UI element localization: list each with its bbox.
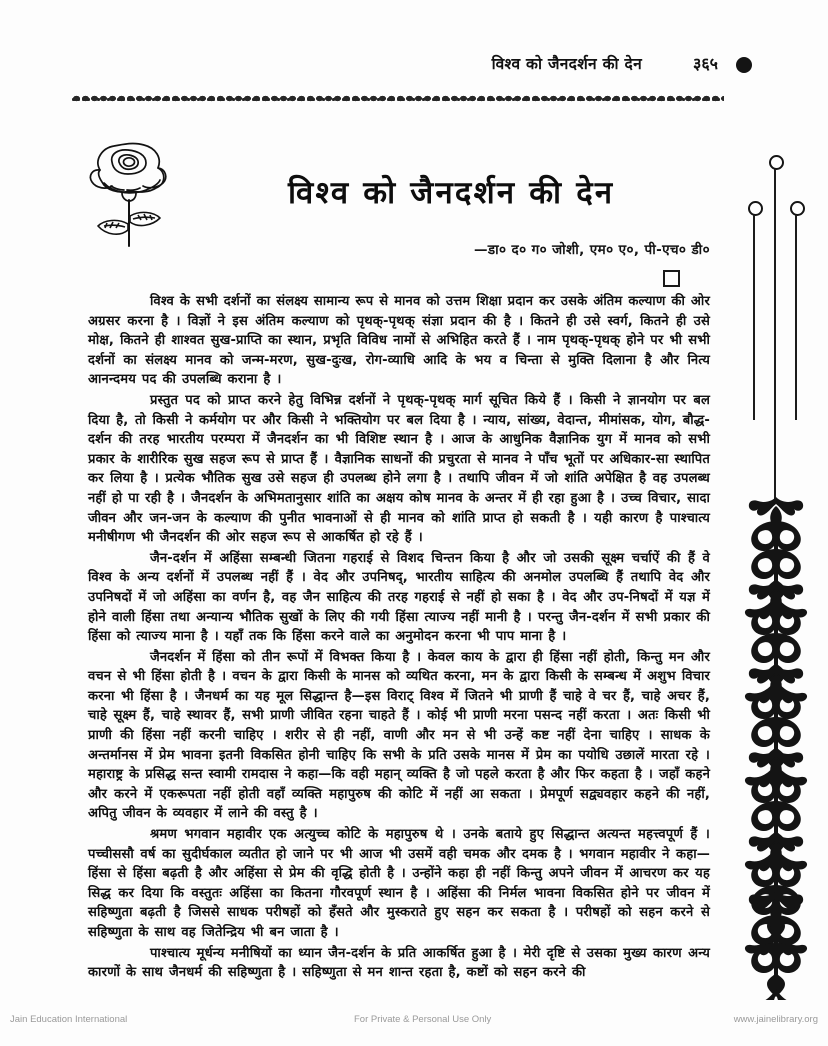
footer-right-link[interactable]: www.jainelibrary.org	[733, 1014, 818, 1025]
author-byline: —डा० द० ग० जोशी, एम० ए०, पी-एच० डी०	[473, 242, 710, 258]
paragraph: विश्व के सभी दर्शनों का संलक्ष्य सामान्य रूप से मानव को उत्तम शिक्षा प्रदान कर उसके अंतिम कल्याण की ओर अग्रसर करना है । विज्ञों ने इस अंतिम कल्याण को पृथक्-पृथक् संज्ञा प्रदान की है । कितने ही उसे स्वर्ग, कितने ही उसे मोक्ष, कितने ही शाश्वत सुख-प्राप्ति का स्थान, प्रभृति विविध नामों से अभिहित करते हैं । नाम पृथक्-पृथक् होने पर भी सभी दर्शनों का संलक्ष्य मानव को जन्म-मरण, सुख-दुःख, रोग-व्याधि आदि के भय व चिन्ता से मुक्ति दिलाना है और नित्य आनन्दमय पद की उपलब्धि कराना है ।	[88, 294, 710, 388]
paragraph: प्रस्तुत पद को प्राप्त करने हेतु विभिन्न दर्शनों ने पृथक्-पृथक् मार्ग सूचित किये हैं । किसी ने ज्ञानयोग पर बल दिया है, तो किसी ने कर्मयोग पर और किसी ने भक्तियोग पर बल दिया है । न्याय, सांख्य, वेदान्त, मीमांसक, योग, बौद्ध-दर्शन की तरह भारतीय परम्परा में जैनदर्शन का भी विशिष्ट स्थान है । आज के आधुनिक वैज्ञानिक युग में मानव को सभी प्रकार के शारीरिक सुख सहज रूप से प्राप्त हैं । वैज्ञानिक साधनों की प्रचुरता से मानव ने पाँच भूतों पर अधिकार-सा स्थापित कर लिया है । प्रत्येक भौतिक सुख उसे सहज ही उपलब्ध होने लगा है । तथापि जीवन में जो शांति अपेक्षित है वह उपलब्ध नहीं हो पा रही है । जैनदर्शन के अभिमतानुसार शांति का अक्षय कोष मानव के अन्तर में ही रहा हुआ है । उच्च विचार, सादा जीवन और जन-जन के कल्याण की पुनीत भावनाओं से ही मानव को शांति प्राप्त हो सकती है । यही कारण है पाश्चात्य मनीषीगण भी जैनदर्शन की ओर सहज रूप से आकर्षित हो रहे हैं ।	[88, 392, 710, 546]
hollow-square-icon	[663, 270, 680, 287]
filled-circle-icon	[736, 57, 752, 73]
ornament-motif-stack	[742, 495, 810, 1000]
header-divider-rule	[72, 95, 724, 102]
floral-arabesque-border	[742, 155, 810, 1000]
paragraph: जैनदर्शन में हिंसा को तीन रूपों में विभक्त किया है । केवल काय के द्वारा ही हिंसा नहीं होती, किन्तु मन और वचन से भी हिंसा होती है । वचन के द्वारा किसी के मानस को व्यथित करना, मन के द्वारा किसी के सम्बन्ध में अशुभ विचार करना भी हिंसा है । जैनधर्म का यह मूल सिद्धान्त है—इस विराट् विश्व में जितने भी प्राणी हैं चाहे वे चर हैं, चाहे अचर हैं, चाहे सूक्ष्म हैं, चाहे स्थावर हैं, सभी प्राणी जीवित रहना चाहते हैं । कोई भी प्राणी मरना पसन्द नहीं करता । अतः किसी भी प्राणी की हिंसा नहीं करनी चाहिए । शरीर से ही नहीं, वाणी और मन से भी उन्हें कष्ट नहीं देना चाहिए । साधक के अन्तर्मानस में प्रेम भावना इतनी विकसित होनी चाहिए कि सभी के प्रति उसके मानस में प्रेम का पयोधि उछालें मारता रहे । महाराष्ट्र के प्रसिद्ध सन्त स्वामी रामदास ने कहा—कि वही महान् व्यक्ति है जो पहले करता है और फिर कहता है । जहाँ कहने और करने में एकरूपता नहीं होती वहाँ व्यक्ति महापुरुष की कोटि में नहीं आ सकता । प्रेमपूर्ण सद्व्यवहार कहने की नहीं, अपितु जीवन के व्यवहार में लाने की वस्तु है ।	[88, 649, 710, 822]
running-head	[60, 52, 760, 84]
paragraph: श्रमण भगवान महावीर एक अत्युच्च कोटि के महापुरुष थे । उनके बताये हुए सिद्धान्त अत्यन्त महत्त्वपूर्ण हैं । पच्चीससौ वर्ष का सुदीर्घकाल व्यतीत हो जाने पर भी आज भी उसमें वही चमक और दमक है । भगवान महावीर ने कहा—हिंसा से हिंसा बढ़ती है और अहिंसा से प्रेम की वृद्धि होती है । उन्होंने कहा ही नहीं किन्तु अपने जीवन में आचरण कर यह सिद्ध कर दिया कि वस्तुतः अहिंसा का कितना गौरवपूर्ण स्थान है । अहिंसा की निर्मल भावना विकसित होने पर जीवन में सहिष्णुता बढ़ती है जिससे साधक परीषहों को हँसते और मुस्कराते हुए सहन कर सकता है । परीषहों को सहन करने से सहिष्णुता के साथ वह जितेन्द्रिय भी बन जाता है ।	[88, 827, 710, 940]
running-head-title: विश्व को जैनदर्शन की देन	[491, 55, 642, 73]
rose-flower-illustration	[78, 136, 174, 248]
ornament-circle-right	[790, 201, 805, 216]
article-body	[88, 292, 710, 984]
footer-left-text: Jain Education International	[10, 1014, 128, 1025]
paragraph: जैन-दर्शन में अहिंसा सम्बन्धी जितना गहराई से विशद चिन्तन किया है और जो उसकी सूक्ष्म चर्चाऐं की हैं वे विश्व के अन्य दर्शनों में उपलब्ध नहीं हैं । वेद और उपनिषद्, भारतीय साहित्य की अनमोल उपलब्धि हैं तथापि वेद और उपनिषदों में जो अहिंसा का वर्णन है, वह जैन साहित्य की तरह गहराई से नहीं हो सका है । वेद और उप-निषदों में यज्ञ में होने वाली हिंसा तथा अन्यान्य भौतिक सुखों के लिए की गयी हिंसा त्याज्य नहीं मानी है । परन्तु जैन-दर्शन में सभी प्रकार की हिंसा को त्याज्य माना है । यहाँ तक कि हिंसा करने वाले का अनुमोदन करना भी पाप माना है ।	[88, 550, 710, 645]
ornament-line-right	[795, 215, 797, 420]
ornament-circle-left	[748, 201, 763, 216]
page-number: ३६५	[693, 54, 718, 73]
footer-center-text: For Private & Personal Use Only	[354, 1014, 492, 1025]
ornament-line-left	[753, 215, 755, 420]
page-footer	[0, 1014, 828, 1030]
ornament-circle-top	[769, 155, 784, 170]
article-title: विश्व को जैनदर्शन की देन	[288, 174, 615, 211]
paragraph: पाश्चात्य मूर्धन्य मनीषियों का ध्यान जैन-दर्शन के प्रति आकर्षित हुआ है । मेरी दृष्टि से उसका मुख्य कारण अन्य कारणों के साथ जैनधर्म की सहिष्णुता है । सहिष्णुता से मन शान्त रहता है, कष्टों को सहन करने की	[88, 945, 710, 981]
ornament-line-center	[774, 169, 776, 499]
